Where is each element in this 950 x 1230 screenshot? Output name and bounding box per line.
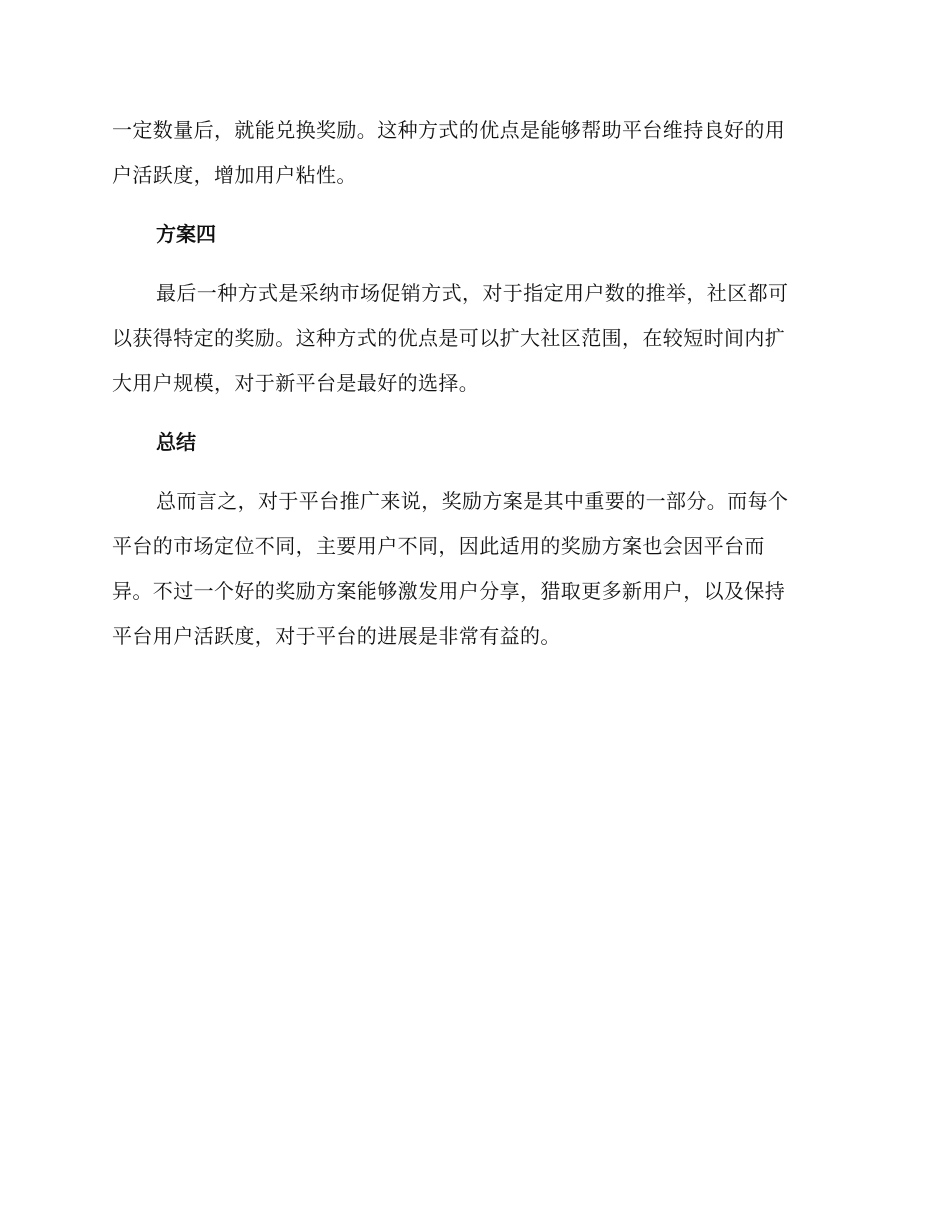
text-line: 平台的市场定位不同，主要用户不同，因此适用的奖励方案也会因平台而 <box>112 534 765 558</box>
text-line: 户活跃度，增加用户粘性。 <box>112 163 357 187</box>
paragraph-plan-four <box>112 271 832 406</box>
text-line: 平台用户活跃度，对于平台的进展是非常有益的。 <box>112 624 561 648</box>
text-line: 大用户规模，对于新平台是最好的选择。 <box>112 371 480 395</box>
text-line: 异。不过一个好的奖励方案能够激发用户分享，猎取更多新用户，以及保持 <box>112 579 786 603</box>
document-page <box>112 108 832 659</box>
text-line: 一定数量后，就能兑换奖励。这种方式的优点是能够帮助平台维持良好的用 <box>112 118 786 142</box>
text-line: 总而言之，对于平台推广来说，奖励方案是其中重要的一部分。而每个 <box>156 489 789 513</box>
text-line: 最后一种方式是采纳市场促销方式，对于指定用户数的推举，社区都可 <box>156 281 789 305</box>
text-line: 以获得特定的奖励。这种方式的优点是可以扩大社区范围，在较短时间内扩 <box>112 326 786 350</box>
section-heading-summary: 总结 <box>156 430 196 454</box>
section-heading-plan-four: 方案四 <box>156 222 216 246</box>
paragraph-rewards-continuation <box>112 108 832 198</box>
paragraph-summary <box>112 479 832 659</box>
